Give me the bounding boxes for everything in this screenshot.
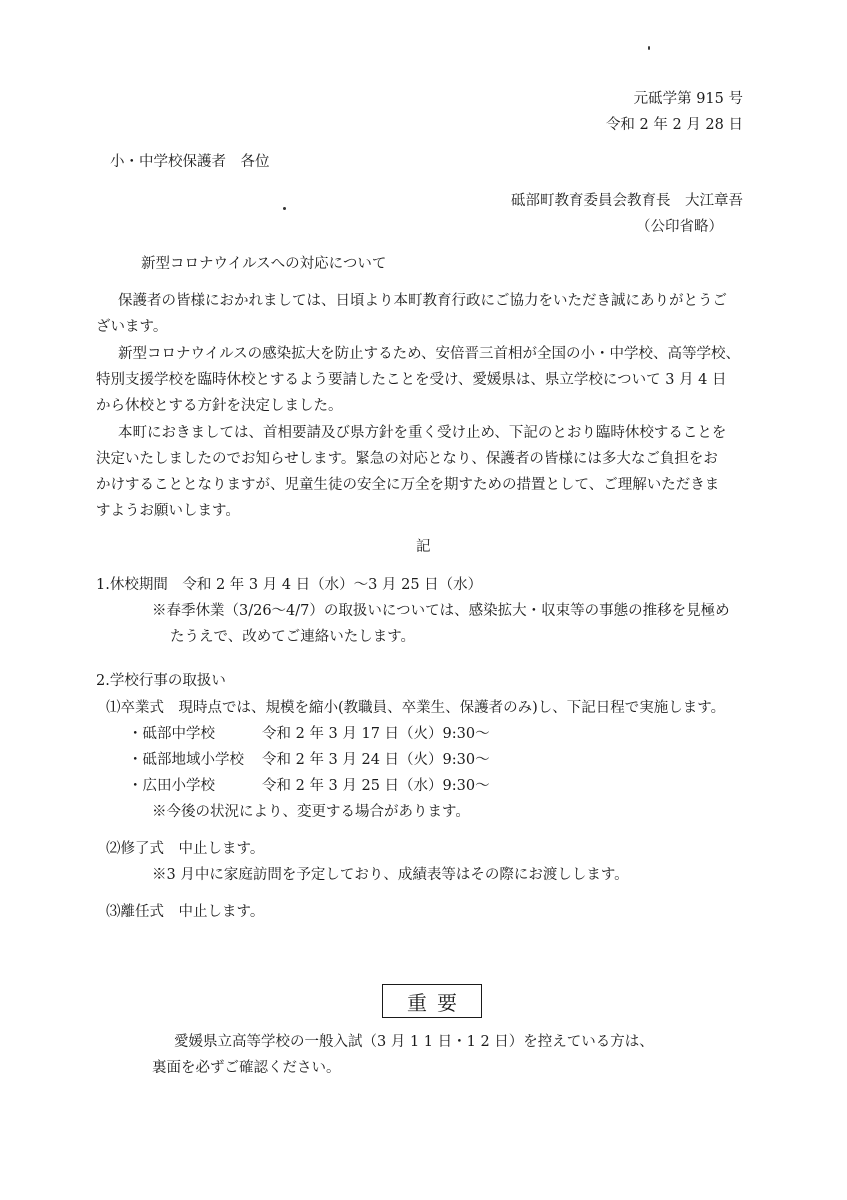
doc-number: 元砥学第 915 号 [633, 91, 743, 107]
paragraph-2-line-1: 新型コロナウイルスの感染拡大を防止するため、安倍晋三首相が全国の小・中学校、高等学校、 [118, 346, 741, 362]
section-2-heading: 2.学校行事の取扱い [96, 673, 226, 689]
paragraph-2-line-2: 特別支援学校を臨時休校とするよう要請したことを受け、愛媛県は、県立学校について 3 月 4 日 [96, 372, 727, 388]
paragraph-3-line-1: 本町におきましては、首相要請及び県方針を重く受け止め、下記のとおり臨時休校することを [118, 425, 727, 441]
schedule-date: 令和 2 年 3 月 25 日（水）9:30～ [262, 778, 490, 794]
recipient: 小・中学校保護者 各位 [110, 154, 270, 170]
schedule-note: ※今後の状況により、変更する場合があります。 [152, 804, 470, 820]
paragraph-1-line-1: 保護者の皆様におかれましては、日頃より本町教育行政にご協力をいただき誠にありがとうご [118, 293, 727, 309]
paragraph-3-line-2: 決定いたしましたのでお知らせします。緊急の対応となり、保護者の皆様には多大なご負担をお [96, 451, 718, 467]
schedule-school: ・砥部中学校 [128, 726, 215, 742]
completion-note: ※3 月中に家庭訪問を予定しており、成績表等はその際にお渡しします。 [152, 867, 629, 883]
important-line-2: 裏面を必ずご確認ください。 [152, 1060, 341, 1076]
graduation-ceremony: ⑴卒業式 現時点では、規模を縮小(教職員、卒業生、保護者のみ)し、下記日程で実施します。 [106, 700, 726, 716]
scan-speck [283, 207, 286, 210]
scan-speck [648, 46, 650, 50]
doc-title: 新型コロナウイルスへの対応について [141, 256, 387, 272]
schedule-date: 令和 2 年 3 月 24 日（火）9:30～ [262, 752, 490, 768]
paragraph-3-line-4: すようお願いします。 [96, 503, 240, 519]
doc-date: 令和 2 年 2 月 28 日 [605, 117, 743, 133]
important-box: 重要 [382, 984, 482, 1018]
paragraph-2-line-3: から休校とする方針を決定しました。 [96, 398, 343, 414]
seal-note: （公印省略） [636, 219, 723, 235]
ki-heading: 記 [416, 539, 431, 555]
section-1-heading: 1.休校期間 令和 2 年 3 月 4 日（水）～3 月 25 日（水） [96, 577, 483, 593]
schedule-date: 令和 2 年 3 月 17 日（火）9:30～ [262, 726, 490, 742]
paragraph-1-line-2: ざいます。 [96, 319, 168, 335]
farewell-ceremony: ⑶離任式 中止します。 [106, 904, 265, 920]
sender: 砥部町教育委員会教育長 大江章吾 [511, 193, 743, 209]
paragraph-3-line-3: かけすることとなりますが、児童生徒の安全に万全を期すための措置として、ご理解いただきま [96, 477, 720, 493]
section-1-note-line-2: たうえで、改めてご連絡いたします。 [170, 629, 416, 645]
schedule-school: ・広田小学校 [128, 778, 215, 794]
schedule-school: ・砥部地域小学校 [128, 752, 244, 768]
important-line-1: 愛媛県立高等学校の一般入試（3 月 1 1 日・1 2 日）を控えている方は、 [174, 1034, 654, 1050]
completion-ceremony: ⑵修了式 中止します。 [106, 841, 265, 857]
section-1-note-line-1: ※春季休業（3/26～4/7）の取扱いについては、感染拡大・収束等の事態の推移を見極め [152, 603, 730, 619]
